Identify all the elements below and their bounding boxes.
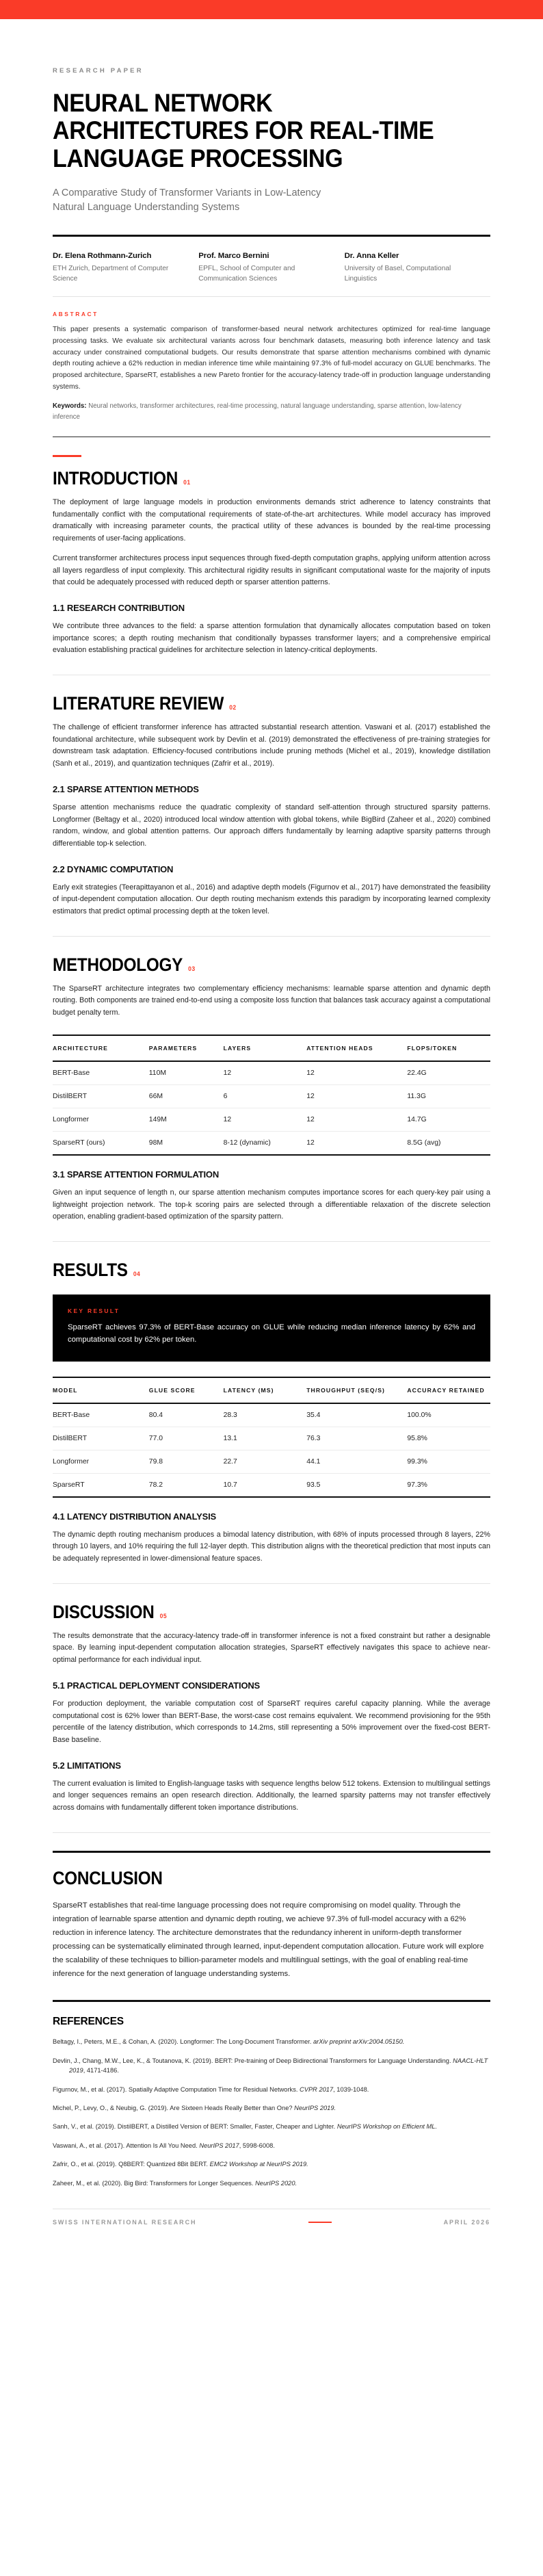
author-list (53, 252, 490, 285)
table-head (53, 1377, 490, 1403)
section-heading-methodology (53, 954, 447, 976)
cell-throughput: 35.4 (306, 1403, 407, 1427)
cell-layers: 12 (224, 1061, 307, 1085)
table-body (53, 1061, 490, 1155)
table-row (53, 1131, 490, 1155)
reference-source: arXiv preprint arXiv:2004.05150. (313, 2038, 405, 2046)
cell-glue-score: 80.4 (149, 1403, 224, 1427)
section-literature-review (53, 693, 490, 937)
abstract-label: ABSTRACT (53, 311, 98, 318)
table-row (53, 1084, 490, 1108)
table-row (53, 1108, 490, 1131)
cell-architecture: Longformer (53, 1108, 149, 1131)
section-conclusion (53, 1851, 490, 1981)
column-header: FLOPS/TOKEN (407, 1044, 458, 1052)
cell-architecture: SparseRT (ours) (53, 1131, 149, 1155)
page-footer (53, 2219, 490, 2226)
cell-architecture: DistilBERT (53, 1084, 149, 1108)
cell-layers: 6 (224, 1084, 307, 1108)
section-discussion (53, 1602, 490, 1833)
keywords-label: Keywords: (53, 402, 87, 411)
reference-tail: , 5998-6008. (239, 2142, 275, 2149)
column-header: MODEL (53, 1386, 78, 1394)
cell-accuracy-retained: 97.3% (407, 1473, 490, 1497)
cell-flops: 8.5G (avg) (407, 1131, 490, 1155)
keywords-value: Neural networks, transformer architectures, real-time processing, natural language understanding, sparse attention, low-latency inference (53, 402, 462, 421)
author-name: Dr. Anna Keller (344, 251, 399, 260)
reference-source: EMC2 Workshop at NeurIPS 2019. (209, 2161, 308, 2168)
paragraph: SparseRT establishes that real-time language processing does not require compromising on model quality. Through the integration of learnable sparse attention and dynamic depth routing, we achieve 97.3% of full-model accuracy with a 62% reduction in inference latency. The architecture demonstrates that the redundancy inherent in uniform-depth transformer processing can be systematically eliminated through learned, input-dependent computation allocation. Future work will explore the scalability of these techniques to billion-parameter models and multilingual settings, with the goal of enabling real-time inference for the next generation of language understanding systems. (53, 1901, 484, 1979)
paragraph: The deployment of large language models in production environments demands strict adherence to latency constraints that fundamentally conflict with the computational requirements of state-of-the-art architectures. While model accuracy has improved dramatically with increasing parameter counts, the practical utility of these advances is bounded by the real-time processing requirements of user-facing applications. (53, 498, 490, 543)
cell-flops: 14.7G (407, 1108, 490, 1131)
subsection-heading: 1.1 RESEARCH CONTRIBUTION (53, 602, 185, 613)
section-heading-literature-review (53, 693, 447, 714)
section-number: 04 (133, 1271, 141, 1278)
cell-parameters: 149M (149, 1108, 224, 1131)
cell-glue-score: 79.8 (149, 1450, 224, 1473)
cell-accuracy-retained: 99.3% (407, 1450, 490, 1473)
masthead-divider (53, 235, 490, 237)
section-number: 05 (159, 1612, 168, 1620)
cell-model: BERT-Base (53, 1403, 149, 1427)
reference-text: Beltagy, I., Peters, M.E., & Cohan, A. (2020). Longformer: The Long-Document Transformer. (53, 2038, 314, 2046)
abstract-body: This paper presents a systematic comparison of transformer-based neural network architectures optimized for real-time language processing tasks. We evaluate six architectural variants across four benchmark datasets, measuring both inference latency and task accuracy under constrained computational budgets. Our results demonstrate that sparse attention mechanisms combined with dynamic depth routing achieve a 62% reduction in median inference time while maintaining 97.3% of full-model accuracy on GLUE benchmarks. The proposed architecture, SparseRT, establishes a new Pareto frontier for the accuracy-latency trade-off in production language understanding systems. (53, 326, 490, 391)
abstract-keywords (53, 401, 490, 422)
paragraph: The dynamic depth routing mechanism produces a bimodal latency distribution, with 68% of inputs processed through 8 layers, 22% through 10 layers, and 10% requiring the full 12-layer depth. This distribution aligns with the theoretical prediction that most inputs can be adequately represented in lower-dimensional feature spaces. (53, 1530, 490, 1563)
paragraph: The current evaluation is limited to English-language tasks with sequence lengths below 512 tokens. Extension to multilingual settings and longer sequences remains an open research direction. Additionally, the learned sparsity patterns may not transfer effectively across domains with fundamentally different token importance distributions. (53, 1779, 490, 1812)
architecture-comparison-table (53, 1035, 490, 1156)
paragraph: The SparseRT architecture integrates two complementary efficiency mechanisms: learnable sparse attention and dynamic depth routing. Both components are trained end-to-end using a composite loss function that balances task accuracy against a computational budget penalty term. (53, 984, 490, 1017)
cell-latency: 22.7 (224, 1450, 307, 1473)
cell-attention-heads: 12 (306, 1131, 407, 1155)
reference-text: Figurnov, M., et al. (2017). Spatially Adaptive Computation Time for Residual Networks. (53, 2085, 300, 2093)
section-heading-discussion (53, 1602, 447, 1623)
section-heading-conclusion: CONCLUSION (53, 1867, 163, 1888)
reference-item (53, 2037, 490, 2046)
section-references (53, 2000, 490, 2188)
references-top-rule (53, 2000, 490, 2002)
cell-attention-heads: 12 (306, 1061, 407, 1085)
footer-accent-mark (308, 2222, 332, 2224)
page-title: NEURAL NETWORK ARCHITECTURES FOR REAL-TIME LANGUAGE PROCESSING (53, 89, 434, 172)
table-header-row (53, 1377, 490, 1403)
section-title-text: INTRODUCTION (53, 468, 178, 489)
key-result-text: SparseRT achieves 97.3% of BERT-Base accuracy on GLUE while reducing median inference latency by 62% and computational cost by 62% per token. (68, 1323, 475, 1344)
cell-glue-score: 78.2 (149, 1473, 224, 1497)
cell-parameters: 66M (149, 1084, 224, 1108)
section-title-text: DISCUSSION (53, 1601, 155, 1622)
cell-flops: 22.4G (407, 1061, 490, 1085)
author-entry (345, 252, 490, 285)
column-header: ARCHITECTURE (53, 1044, 108, 1052)
paragraph: The results demonstrate that the accuracy-latency trade-off in transformer inference is not a fixed constraint but rather a designable space. By learning input-dependent computation allocation strategies, SparseRT effectively navigates this space to achieve near-optimal performance for each individual input. (53, 1631, 490, 1665)
section-heading-results (53, 1260, 447, 1281)
cell-model: SparseRT (53, 1473, 149, 1497)
reference-item (53, 2159, 490, 2169)
reference-item (53, 2085, 490, 2094)
cell-layers: 12 (224, 1108, 307, 1131)
section-title-text: METHODOLOGY (53, 954, 183, 975)
cell-throughput: 76.3 (306, 1427, 407, 1450)
paragraph: Early exit strategies (Teerapittayanon et al., 2016) and adaptive depth models (Figurnov et al., 2017) have demonstrated the feasibility of input-dependent computation allocation. Our depth routing mechanism extends this paradigm by incorporating learned complexity estimators that predict optimal processing depth at the token level. (53, 883, 490, 916)
cell-model: Longformer (53, 1450, 149, 1473)
cell-model: DistilBERT (53, 1427, 149, 1450)
conclusion-top-rule (53, 1851, 490, 1853)
section-divider (53, 936, 490, 937)
footer-publisher: SWISS INTERNATIONAL RESEARCH (53, 2218, 197, 2226)
paragraph: For production deployment, the variable computation cost of SparseRT requires careful capacity planning. While the average computational cost is 62% lower than BERT-Base, the worst-case cost remains equivalent. We recommend provisioning for the 95th percentile of the latency distribution, which corresponds to 14.2ms, still representing a 50% improvement over the fixed-cost BERT-Base baseline. (53, 1699, 490, 1744)
paragraph: The challenge of efficient transformer inference has attracted substantial research attention. Vaswani et al. (2017) established the foundational architecture, while subsequent work by Devlin et al. (2019) demonstrated the effectiveness of pre-training strategies for downstream task adaptation. Efficiency-focused contributions include pruning methods (Michel et al., 2019), knowledge distillation (Sanh et al., 2019), and quantization techniques (Zafrir et al., 2019). (53, 723, 490, 768)
table-row (53, 1061, 490, 1085)
reference-text: Sanh, V., et al. (2019). DistilBERT, a Distilled Version of BERT: Smaller, Faster, Cheaper and Lighter. (53, 2123, 337, 2131)
section-title-text: RESULTS (53, 1260, 128, 1280)
paragraph: We contribute three advances to the field: a sparse attention formulation that dynamically allocates computation based on token importance scores; a depth routing mechanism that conditionally bypasses transformer layers; and a comprehensive empirical evaluation establishing practical guidelines for architecture selection in latency-critical deployments. (53, 621, 490, 655)
column-header: GLUE SCORE (148, 1386, 196, 1394)
section-title-text: LITERATURE REVIEW (53, 693, 224, 714)
reference-source: NeurIPS 2019. (294, 2104, 336, 2111)
cell-flops: 11.3G (407, 1084, 490, 1108)
column-header: LAYERS (223, 1044, 252, 1052)
table-row (53, 1473, 490, 1497)
reference-text: Zafrir, O., et al. (2019). Q8BERT: Quantized 8Bit BERT. (53, 2161, 210, 2168)
cell-accuracy-retained: 100.0% (407, 1403, 490, 1427)
cell-architecture: BERT-Base (53, 1061, 149, 1085)
cell-accuracy-retained: 95.8% (407, 1427, 490, 1450)
author-entry (198, 252, 344, 285)
reference-text: Zaheer, M., et al. (2020). Big Bird: Transformers for Longer Sequences. (53, 2179, 256, 2187)
cell-layers: 8-12 (dynamic) (224, 1131, 307, 1155)
subsection-heading: 4.1 LATENCY DISTRIBUTION ANALYSIS (53, 1511, 216, 1522)
cell-throughput: 93.5 (306, 1473, 407, 1497)
subsection-heading: 3.1 SPARSE ATTENTION FORMULATION (53, 1169, 220, 1180)
author-name: Prof. Marco Bernini (198, 251, 269, 260)
abstract-block (53, 311, 490, 437)
cell-attention-heads: 12 (306, 1084, 407, 1108)
key-result-callout (53, 1294, 490, 1362)
results-benchmark-table (53, 1377, 490, 1498)
author-name: Dr. Elena Rothmann-Zurich (53, 251, 152, 260)
section-accent-tick (53, 455, 81, 458)
author-affiliation: ETH Zurich, Department of Computer Science (53, 264, 169, 283)
section-divider (53, 1832, 490, 1833)
table-head (53, 1035, 490, 1061)
section-divider (53, 1583, 490, 1584)
reference-source: NAACL-HLT 2019 (69, 2057, 488, 2074)
author-entry (53, 252, 198, 285)
reference-source: NeurIPS Workshop on Efficient ML. (336, 2123, 438, 2131)
section-heading-introduction (53, 468, 447, 489)
masthead (53, 67, 490, 237)
table-row (53, 1427, 490, 1450)
table-row (53, 1403, 490, 1427)
page-subtitle: A Comparative Study of Transformer Variants in Low-Latency Natural Language Understanding Systems (53, 187, 321, 213)
reference-source: NeurIPS 2017 (199, 2142, 239, 2149)
subsection-heading: 2.2 DYNAMIC COMPUTATION (53, 863, 174, 874)
column-header: THROUGHPUT (SEQ/S) (306, 1386, 385, 1394)
cell-parameters: 98M (149, 1131, 224, 1155)
author-affiliation: University of Basel, Computational Linguistics (344, 264, 451, 283)
column-header: PARAMETERS (148, 1044, 198, 1052)
section-results (53, 1260, 490, 1584)
accent-top-bar (0, 0, 543, 19)
cell-parameters: 110M (149, 1061, 224, 1085)
reference-item (53, 2122, 490, 2131)
author-affiliation: EPFL, School of Computer and Communication Sciences (198, 264, 295, 283)
reference-item (53, 2141, 490, 2150)
section-number: 03 (188, 965, 196, 973)
reference-item (53, 2178, 490, 2188)
paragraph: Current transformer architectures process input sequences through fixed-depth computation graphs, applying uniform attention across all layers regardless of input complexity. This architectural rigidity results in significant computational waste for the majority of inputs that could be adequately processed with reduced depth or sparser attention patterns. (53, 554, 490, 587)
page-content (0, 67, 543, 2226)
paragraph: Sparse attention mechanisms reduce the quadratic complexity of standard self-attention through structured sparsity patterns. Longformer (Beltagy et al., 2020) introduced local window attention with global tokens, while BigBird (Zaheer et al., 2020) combined random, window, and global attention patterns. Our approach differs fundamentally by learning adaptive sparsity patterns through differentiable top-k selection. (53, 803, 490, 848)
section-introduction (53, 455, 490, 676)
cell-latency: 10.7 (224, 1473, 307, 1497)
reference-tail: , 4171-4186. (83, 2067, 119, 2074)
eyebrow-label: RESEARCH PAPER (53, 67, 144, 75)
table-header-row (53, 1035, 490, 1061)
subsection-heading: 5.2 LIMITATIONS (53, 1760, 121, 1771)
cell-latency: 13.1 (224, 1427, 307, 1450)
column-header: ACCURACY RETAINED (407, 1386, 485, 1394)
reference-text: Michel, P., Levy, O., & Neubig, G. (2019). Are Sixteen Heads Really Better than One? (53, 2104, 295, 2111)
footer-date: APRIL 2026 (443, 2218, 490, 2226)
reference-text: Vaswani, A., et al. (2017). Attention Is All You Need. (53, 2142, 200, 2149)
column-header: ATTENTION HEADS (306, 1044, 373, 1052)
table-row (53, 1450, 490, 1473)
references-heading: REFERENCES (53, 2016, 124, 2028)
cell-latency: 28.3 (224, 1403, 307, 1427)
subsection-heading: 2.1 SPARSE ATTENTION METHODS (53, 783, 199, 794)
section-number: 02 (229, 704, 237, 712)
reference-source: NeurIPS 2020. (255, 2179, 297, 2187)
reference-source: CVPR 2017 (300, 2085, 334, 2093)
reference-item (53, 2056, 490, 2076)
section-divider (53, 1241, 490, 1242)
cell-attention-heads: 12 (306, 1108, 407, 1131)
subsection-heading: 5.1 PRACTICAL DEPLOYMENT CONSIDERATIONS (53, 1680, 261, 1691)
column-header: LATENCY (MS) (223, 1386, 274, 1394)
key-result-label: KEY RESULT (68, 1307, 120, 1314)
reference-text: Devlin, J., Chang, M.W., Lee, K., & Toutanova, K. (2019). BERT: Pre-training of Deep Bidirectional Transformers for Language Understanding. (53, 2057, 453, 2064)
reference-tail: , 1039-1048. (333, 2085, 369, 2093)
paragraph: Given an input sequence of length n, our sparse attention mechanism computes importance scores for each query-key pair using a lightweight projection network. The top-k scoring pairs are selected through a differentiable relaxation of the discrete selection operation, enabling gradient-based optimization of the sparsity pattern. (53, 1188, 490, 1221)
section-methodology (53, 954, 490, 1242)
section-number: 01 (183, 479, 191, 487)
cell-throughput: 44.1 (306, 1450, 407, 1473)
cell-glue-score: 77.0 (149, 1427, 224, 1450)
table-body (53, 1403, 490, 1497)
reference-item (53, 2103, 490, 2113)
authors-divider (53, 296, 490, 297)
